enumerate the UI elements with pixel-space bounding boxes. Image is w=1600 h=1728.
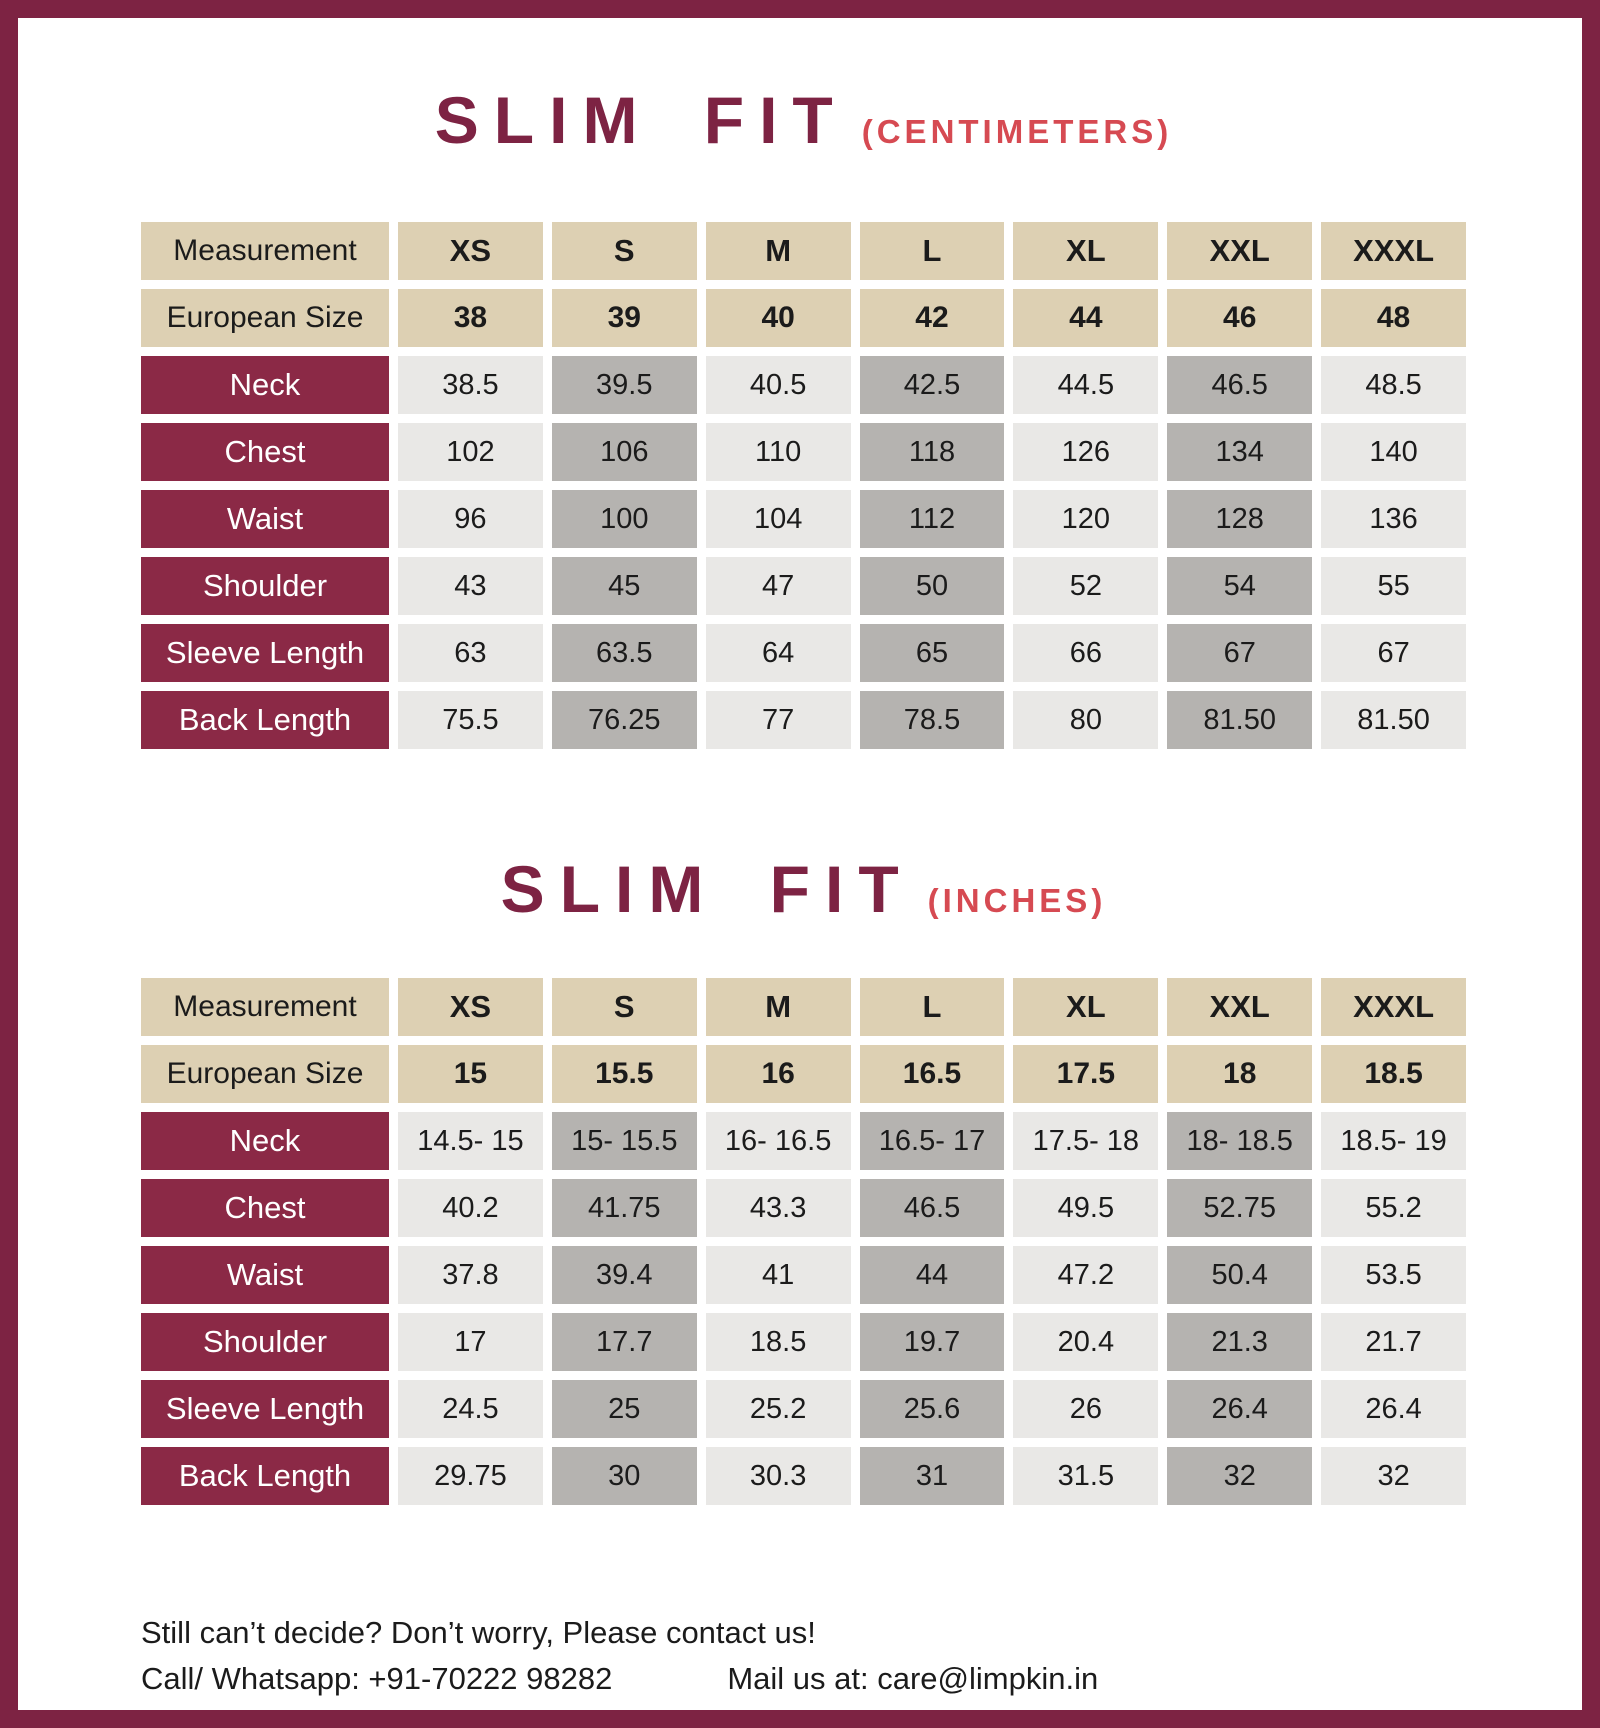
measurement-label-cell: Sleeve Length [141,1380,389,1438]
value-cell: 67 [1321,624,1466,682]
value-cell: 17 [398,1313,543,1371]
size-header-cell: XL [1013,222,1158,280]
size-header-cell: XXL [1167,222,1312,280]
value-cell: 37.8 [398,1246,543,1304]
european-size-value-cell: 42 [860,289,1005,347]
title-text: SLIM FIT [434,83,848,157]
value-cell: 26.4 [1321,1380,1466,1438]
value-cell: 52 [1013,557,1158,615]
size-header-cell: L [860,222,1005,280]
value-cell: 25.2 [706,1380,851,1438]
value-cell: 19.7 [860,1313,1005,1371]
value-cell: 31 [860,1447,1005,1505]
value-cell: 43 [398,557,543,615]
footer [141,1610,1582,1702]
value-cell: 140 [1321,423,1466,481]
measurement-label-cell: Shoulder [141,557,389,615]
measurement-header-cell: Measurement [141,222,389,280]
footer-help-text: Still can’t decide? Don’t worry, Please contact us! [141,1615,816,1650]
unit-label: (CENTIMETERS) [861,113,1173,150]
size-header-cell: M [706,978,851,1036]
size-table [141,978,1466,1505]
value-cell: 55 [1321,557,1466,615]
value-cell: 32 [1321,1447,1466,1505]
european-size-value-cell: 18.5 [1321,1045,1466,1103]
measurement-label-cell: Neck [141,1112,389,1170]
value-cell: 50.4 [1167,1246,1312,1304]
value-cell: 55.2 [1321,1179,1466,1237]
value-cell: 47.2 [1013,1246,1158,1304]
value-cell: 46.5 [860,1179,1005,1237]
value-cell: 26 [1013,1380,1158,1438]
measurement-header-cell: Measurement [141,978,389,1036]
size-header-cell: XXXL [1321,222,1466,280]
title-text: SLIM FIT [500,852,914,926]
value-cell: 96 [398,490,543,548]
size-header-cell: XS [398,222,543,280]
european-size-value-cell: 44 [1013,289,1158,347]
value-cell: 80 [1013,691,1158,749]
value-cell: 17.5- 18 [1013,1112,1158,1170]
measurement-label-cell: Chest [141,1179,389,1237]
value-cell: 63 [398,624,543,682]
european-size-value-cell: 40 [706,289,851,347]
table-title [141,80,1466,179]
value-cell: 54 [1167,557,1312,615]
size-header-cell: S [552,978,697,1036]
value-cell: 52.75 [1167,1179,1312,1237]
european-size-value-cell: 17.5 [1013,1045,1158,1103]
value-cell: 24.5 [398,1380,543,1438]
measurement-label-cell: Back Length [141,1447,389,1505]
european-size-value-cell: 38 [398,289,543,347]
unit-label: (INCHES) [927,882,1107,919]
value-cell: 40.2 [398,1179,543,1237]
footer-phone: Call/ Whatsapp: +91-70222 98282 [141,1661,613,1696]
value-cell: 64 [706,624,851,682]
value-cell: 65 [860,624,1005,682]
value-cell: 16.5- 17 [860,1112,1005,1170]
value-cell: 50 [860,557,1005,615]
value-cell: 26.4 [1167,1380,1312,1438]
value-cell: 41.75 [552,1179,697,1237]
value-cell: 16- 16.5 [706,1112,851,1170]
european-size-value-cell: 18 [1167,1045,1312,1103]
value-cell: 81.50 [1321,691,1466,749]
value-cell: 104 [706,490,851,548]
size-chart [18,80,1582,1505]
value-cell: 102 [398,423,543,481]
measurement-label-cell: Waist [141,1246,389,1304]
size-header-cell: XL [1013,978,1158,1036]
european-size-value-cell: 16.5 [860,1045,1005,1103]
value-cell: 110 [706,423,851,481]
value-cell: 25 [552,1380,697,1438]
value-cell: 31.5 [1013,1447,1158,1505]
value-cell: 46.5 [1167,356,1312,414]
footer-contact-line [141,1656,1582,1702]
measurement-label-cell: Shoulder [141,1313,389,1371]
value-cell: 120 [1013,490,1158,548]
value-cell: 134 [1167,423,1312,481]
value-cell: 18.5- 19 [1321,1112,1466,1170]
size-header-cell: XXL [1167,978,1312,1036]
value-cell: 76.25 [552,691,697,749]
table-title [141,849,1466,948]
value-cell: 75.5 [398,691,543,749]
european-size-value-cell: 48 [1321,289,1466,347]
value-cell: 21.3 [1167,1313,1312,1371]
size-header-cell: S [552,222,697,280]
value-cell: 40.5 [706,356,851,414]
value-cell: 43.3 [706,1179,851,1237]
value-cell: 32 [1167,1447,1312,1505]
value-cell: 30 [552,1447,697,1505]
value-cell: 20.4 [1013,1313,1158,1371]
measurement-label-cell: Waist [141,490,389,548]
measurement-label-cell: Sleeve Length [141,624,389,682]
value-cell: 106 [552,423,697,481]
value-cell: 47 [706,557,851,615]
value-cell: 128 [1167,490,1312,548]
value-cell: 67 [1167,624,1312,682]
european-size-value-cell: 15.5 [552,1045,697,1103]
value-cell: 18- 18.5 [1167,1112,1312,1170]
value-cell: 42.5 [860,356,1005,414]
measurement-label-cell: Neck [141,356,389,414]
value-cell: 39.5 [552,356,697,414]
value-cell: 15- 15.5 [552,1112,697,1170]
european-size-value-cell: 16 [706,1045,851,1103]
value-cell: 100 [552,490,697,548]
value-cell: 41 [706,1246,851,1304]
value-cell: 39.4 [552,1246,697,1304]
measurement-label-cell: Chest [141,423,389,481]
european-size-label-cell: European Size [141,1045,389,1103]
measurement-label-cell: Back Length [141,691,389,749]
value-cell: 66 [1013,624,1158,682]
value-cell: 136 [1321,490,1466,548]
value-cell: 44.5 [1013,356,1158,414]
size-header-cell: XXXL [1321,978,1466,1036]
value-cell: 78.5 [860,691,1005,749]
value-cell: 126 [1013,423,1158,481]
european-size-label-cell: European Size [141,289,389,347]
value-cell: 17.7 [552,1313,697,1371]
value-cell: 49.5 [1013,1179,1158,1237]
value-cell: 63.5 [552,624,697,682]
value-cell: 112 [860,490,1005,548]
european-size-value-cell: 46 [1167,289,1312,347]
size-header-cell: XS [398,978,543,1036]
value-cell: 45 [552,557,697,615]
value-cell: 14.5- 15 [398,1112,543,1170]
value-cell: 21.7 [1321,1313,1466,1371]
value-cell: 118 [860,423,1005,481]
value-cell: 53.5 [1321,1246,1466,1304]
size-header-cell: M [706,222,851,280]
footer-email: Mail us at: care@limpkin.in [727,1661,1099,1696]
size-header-cell: L [860,978,1005,1036]
value-cell: 25.6 [860,1380,1005,1438]
european-size-value-cell: 39 [552,289,697,347]
value-cell: 18.5 [706,1313,851,1371]
european-size-value-cell: 15 [398,1045,543,1103]
value-cell: 77 [706,691,851,749]
value-cell: 30.3 [706,1447,851,1505]
value-cell: 38.5 [398,356,543,414]
size-table [141,222,1466,749]
value-cell: 29.75 [398,1447,543,1505]
value-cell: 44 [860,1246,1005,1304]
value-cell: 81.50 [1167,691,1312,749]
value-cell: 48.5 [1321,356,1466,414]
